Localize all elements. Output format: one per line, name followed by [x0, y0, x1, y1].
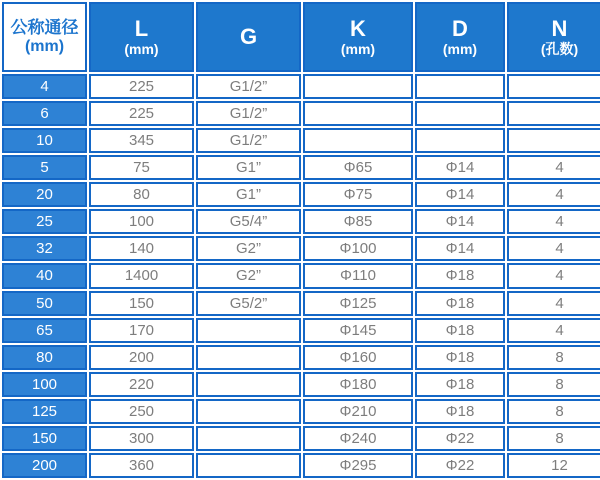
header-cell-L — [89, 2, 194, 72]
row-header-cell: 5 — [2, 155, 87, 180]
table-cell: 8 — [507, 426, 600, 451]
table-cell: Φ295 — [303, 453, 413, 478]
table-cell: Φ18 — [415, 399, 505, 424]
row-header-cell: 10 — [2, 128, 87, 153]
table-cell: Φ110 — [303, 263, 413, 288]
table-cell — [196, 372, 301, 397]
table-cell: 250 — [89, 399, 194, 424]
table-cell: 225 — [89, 74, 194, 99]
table-cell: Φ210 — [303, 399, 413, 424]
table-cell — [303, 128, 413, 153]
row-header-cell: 100 — [2, 372, 87, 397]
table-cell: Φ18 — [415, 263, 505, 288]
table-cell: Φ14 — [415, 209, 505, 234]
table-cell: 8 — [507, 345, 600, 370]
row-header-cell: 200 — [2, 453, 87, 478]
table-cell: Φ180 — [303, 372, 413, 397]
table-cell: 4 — [507, 291, 600, 316]
table-cell: Φ14 — [415, 155, 505, 180]
table-row — [2, 101, 600, 126]
table-header-row — [2, 2, 600, 72]
table-cell: Φ85 — [303, 209, 413, 234]
table-cell: 12 — [507, 453, 600, 478]
header-unit: (孔数) — [540, 41, 579, 58]
table-cell: Φ22 — [415, 426, 505, 451]
table-cell — [196, 453, 301, 478]
header-label: G — [239, 24, 258, 50]
table-cell: G1” — [196, 182, 301, 207]
row-header-cell: 65 — [2, 318, 87, 343]
table-cell: G1/2” — [196, 101, 301, 126]
header-cell-D — [415, 2, 505, 72]
table-cell: G2” — [196, 263, 301, 288]
table-cell: Φ100 — [303, 236, 413, 261]
table-cell: G1/2” — [196, 74, 301, 99]
table-cell: Φ18 — [415, 291, 505, 316]
table-cell — [196, 345, 301, 370]
table-cell — [415, 101, 505, 126]
row-header-cell: 40 — [2, 263, 87, 288]
table-row — [2, 453, 600, 478]
row-header-cell: 80 — [2, 345, 87, 370]
header-cell-G — [196, 2, 301, 72]
table-cell: G1/2” — [196, 128, 301, 153]
header-unit: (mm) — [124, 41, 159, 58]
header-label: K — [350, 15, 366, 41]
header-cell-N — [507, 2, 600, 72]
row-header-cell: 4 — [2, 74, 87, 99]
table-row — [2, 399, 600, 424]
table-cell — [415, 74, 505, 99]
table-cell — [303, 101, 413, 126]
row-header-cell: 20 — [2, 182, 87, 207]
table-cell — [415, 128, 505, 153]
table-cell: 4 — [507, 155, 600, 180]
row-header-cell: 25 — [2, 209, 87, 234]
table-row — [2, 236, 600, 261]
table-cell: 80 — [89, 182, 194, 207]
table-cell: G5/2” — [196, 291, 301, 316]
table-cell: 8 — [507, 399, 600, 424]
row-header-cell: 125 — [2, 399, 87, 424]
table-cell: 4 — [507, 318, 600, 343]
header-unit: (mm) — [442, 41, 478, 58]
table-cell: G2” — [196, 236, 301, 261]
table-cell — [507, 101, 600, 126]
table-cell — [196, 399, 301, 424]
table-row — [2, 345, 600, 370]
table-row — [2, 128, 600, 153]
table-row — [2, 155, 600, 180]
table-cell: 100 — [89, 209, 194, 234]
header-label: D — [452, 15, 468, 41]
table-cell: Φ18 — [415, 345, 505, 370]
table-cell: Φ145 — [303, 318, 413, 343]
header-unit: (mm) — [340, 41, 376, 58]
table-cell — [507, 74, 600, 99]
table-cell: Φ18 — [415, 372, 505, 397]
table-cell: Φ160 — [303, 345, 413, 370]
table-cell: 170 — [89, 318, 194, 343]
table-cell: 4 — [507, 236, 600, 261]
table-cell: 200 — [89, 345, 194, 370]
table-cell: Φ14 — [415, 236, 505, 261]
header-cell-dn — [2, 2, 87, 72]
table-cell: 345 — [89, 128, 194, 153]
table-row — [2, 426, 600, 451]
header-label: 公称通径 — [10, 17, 79, 37]
table-cell: Φ240 — [303, 426, 413, 451]
table-cell: Φ65 — [303, 155, 413, 180]
table-row — [2, 372, 600, 397]
table-row — [2, 291, 600, 316]
table-cell: G1” — [196, 155, 301, 180]
table-cell: 225 — [89, 101, 194, 126]
table-cell: 150 — [89, 291, 194, 316]
row-header-cell: 150 — [2, 426, 87, 451]
table-cell: 4 — [507, 209, 600, 234]
table-row — [2, 182, 600, 207]
header-label: N — [551, 15, 568, 41]
table-cell: 75 — [89, 155, 194, 180]
table-row — [2, 74, 600, 99]
table-row — [2, 263, 600, 288]
table-cell: Φ22 — [415, 453, 505, 478]
table-cell: 360 — [89, 453, 194, 478]
table-row — [2, 209, 600, 234]
table-cell: Φ18 — [415, 318, 505, 343]
row-header-cell: 6 — [2, 101, 87, 126]
table-cell: 4 — [507, 182, 600, 207]
table-cell: 140 — [89, 236, 194, 261]
table-cell — [507, 128, 600, 153]
table-row — [2, 318, 600, 343]
table-cell — [196, 426, 301, 451]
table-cell: Φ14 — [415, 182, 505, 207]
table-cell: 8 — [507, 372, 600, 397]
table-cell: 4 — [507, 263, 600, 288]
table-body — [2, 74, 600, 478]
table-cell: Φ125 — [303, 291, 413, 316]
table-cell — [303, 74, 413, 99]
table-cell: 1400 — [89, 263, 194, 288]
table-cell: 300 — [89, 426, 194, 451]
header-cell-K — [303, 2, 413, 72]
row-header-cell: 50 — [2, 291, 87, 316]
table-cell — [196, 318, 301, 343]
row-header-cell: 32 — [2, 236, 87, 261]
header-label: L — [134, 15, 149, 41]
table-cell: Φ75 — [303, 182, 413, 207]
header-unit: (mm) — [24, 38, 65, 56]
table-cell: G5/4” — [196, 209, 301, 234]
table-cell: 220 — [89, 372, 194, 397]
